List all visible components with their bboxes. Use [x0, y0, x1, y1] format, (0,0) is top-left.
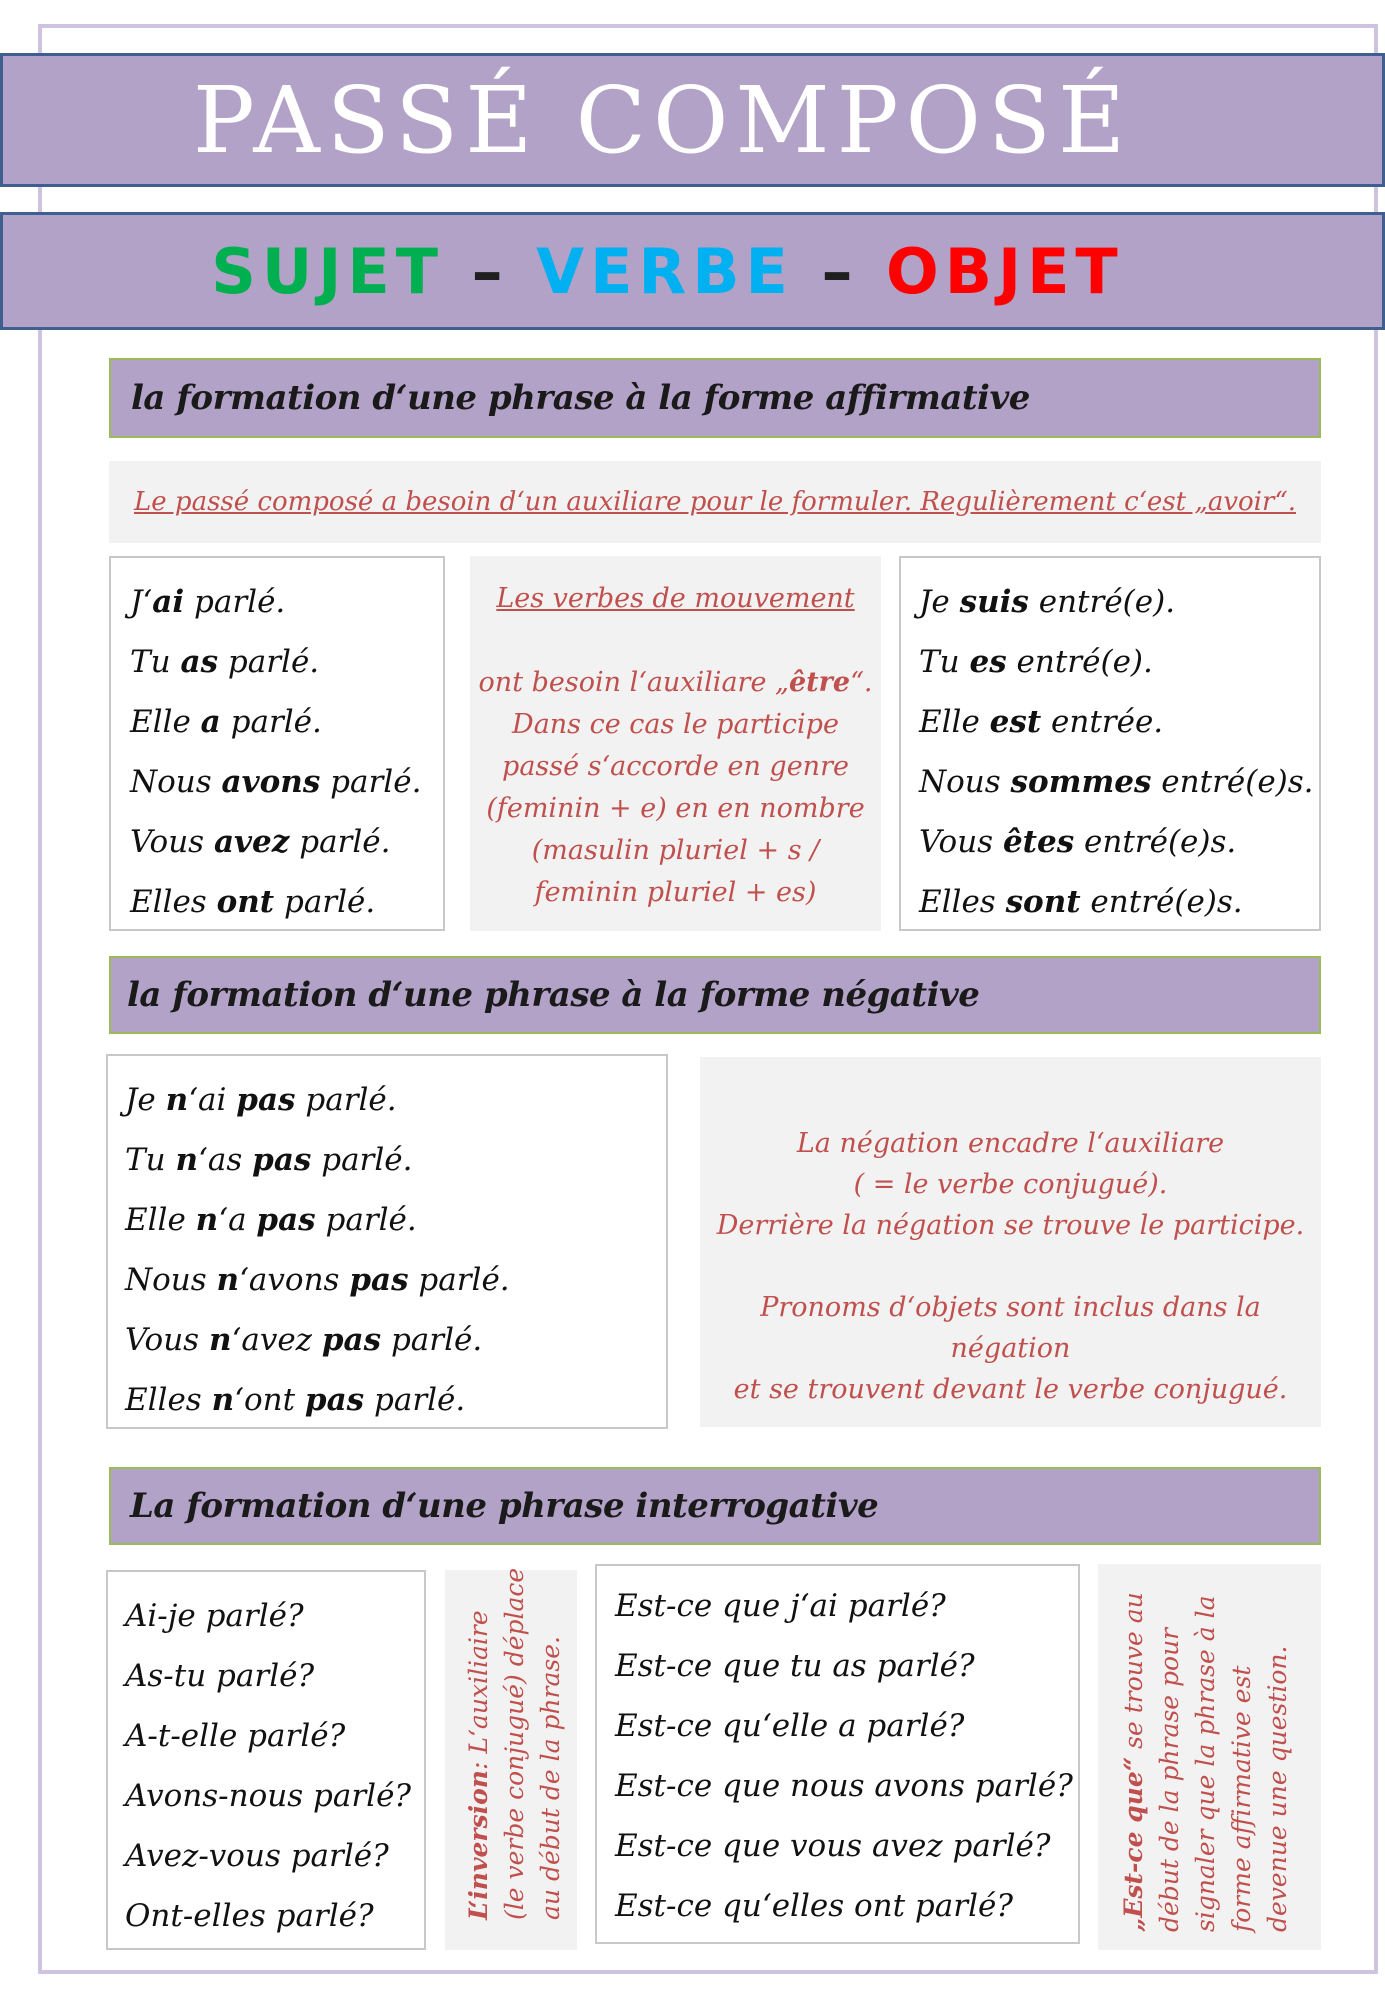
auxiliary-word: a [200, 704, 221, 740]
negation-line: Je n‘ai pas parlé. [125, 1082, 397, 1118]
avoir-conjugation-box [109, 556, 445, 931]
movement-note-line: Dans ce cas le participe [512, 709, 839, 740]
affirmative-intro-note: Le passé composé a besoin d‘un auxiliare pour le formuler. Regulièrement c‘est „avoir“. [134, 487, 1296, 517]
movement-note-title: Les verbes de mouvement [496, 583, 855, 614]
avoir-line: Nous avons parlé. [130, 764, 422, 800]
subtitle-verbe: VERBE [536, 234, 794, 308]
inversion-question: Avez-vous parlé? [125, 1838, 389, 1874]
auxiliary-word: sommes [1010, 764, 1152, 800]
negation-note [700, 1057, 1321, 1427]
auxiliary-word: êtes [1002, 824, 1075, 860]
negation-conjugation-box [106, 1054, 668, 1429]
negation-note-line: Derrière la négation se trouve le participe. [716, 1210, 1305, 1241]
subtitle [211, 235, 1123, 308]
inversion-question: A-t-elle parlé? [125, 1718, 346, 1754]
negative-heading-text: la formation d‘une phrase à la forme négative [127, 975, 980, 1015]
auxiliary-word: es [969, 644, 1007, 680]
inversion-note-box [445, 1567, 577, 1950]
estceque-list-box [595, 1564, 1080, 1944]
auxiliary-word: as [180, 644, 219, 680]
negation-note-line: La négation encadre l‘auxiliare [796, 1128, 1225, 1159]
movement-verbs-note [470, 556, 881, 931]
auxiliary-word: avez [213, 824, 290, 860]
negation-line: Elles n‘ont pas parlé. [125, 1382, 466, 1418]
negation-line: Nous n‘avons pas parlé. [125, 1262, 510, 1298]
negative-heading [109, 956, 1321, 1034]
etre-line: Je suis entré(e). [919, 584, 1176, 620]
inversion-question: As-tu parlé? [125, 1658, 315, 1694]
subtitle-separator: – [793, 234, 887, 308]
negation-note-line: Pronoms d‘objets sont inclus dans la négation [760, 1292, 1261, 1364]
inversion-question: Ai-je parlé? [125, 1598, 304, 1634]
subtitle-sujet: SUJET [211, 234, 444, 308]
avoir-line: Vous avez parlé. [130, 824, 391, 860]
negation-note-line: ( = le verbe conjugué). [853, 1169, 1168, 1200]
interrogative-heading-text: La formation d‘une phrase interrogative [130, 1486, 879, 1526]
interrogative-heading [109, 1467, 1321, 1545]
inversion-question: Avons-nous parlé? [125, 1778, 412, 1814]
etre-line: Tu es entré(e). [919, 644, 1153, 680]
avoir-line: Elle a parlé. [130, 704, 322, 740]
negation-line: Vous n‘avez pas parlé. [125, 1322, 483, 1358]
page-title: PASSÉ COMPOSÉ [192, 66, 1133, 174]
auxiliary-word: suis [959, 584, 1029, 620]
negation-note-line: et se trouvent devant le verbe conjugué. [733, 1374, 1288, 1405]
estceque-question: Est-ce que nous avons parlé? [615, 1768, 1073, 1804]
auxiliary-word: est [989, 704, 1042, 740]
affirmative-heading [109, 358, 1321, 438]
movement-note-line: ont besoin l‘auxiliare „être“. [478, 667, 873, 698]
estceque-note-box [1098, 1564, 1321, 1950]
estceque-question: Est-ce que j‘ai parlé? [615, 1588, 946, 1624]
avoir-line: J‘ai parlé. [130, 584, 286, 620]
movement-note-line: passé s‘accorde en genre [502, 751, 849, 782]
subtitle-separator: – [444, 234, 537, 308]
movement-note-line: (masulin pluriel + s / [531, 835, 820, 866]
title-band [0, 53, 1385, 187]
estceque-question: Est-ce que tu as parlé? [615, 1648, 975, 1684]
subtitle-objet: OBJET [886, 234, 1124, 308]
subtitle-band [0, 212, 1385, 330]
avoir-line: Tu as parlé. [130, 644, 320, 680]
inversion-note-bold: L‘inversion [464, 1770, 493, 1920]
etre-line: Elles sont entré(e)s. [919, 884, 1243, 920]
negation-line: Tu n‘as pas parlé. [125, 1142, 413, 1178]
auxiliary-word: sont [1005, 884, 1081, 920]
auxiliary-word: avons [221, 764, 321, 800]
estceque-question: Est-ce que vous avez parlé? [615, 1828, 1051, 1864]
movement-note-line: feminin pluriel + es) [534, 877, 817, 908]
inversion-question: Ont-elles parlé? [125, 1898, 374, 1934]
etre-conjugation-box [899, 556, 1321, 931]
affirmative-heading-text: la formation d‘une phrase à la forme affirmative [131, 378, 1030, 418]
inversion-list-box [106, 1570, 426, 1950]
negation-line: Elle n‘a pas parlé. [125, 1202, 417, 1238]
affirmative-intro-box [109, 461, 1321, 543]
inversion-note: L‘inversion: L‘auxiliaire (le verbe conjugué) déplace au début de la phrase. [464, 1567, 565, 1920]
estceque-question: Est-ce qu‘elles ont parlé? [615, 1888, 1013, 1924]
auxiliary-word: ai [152, 584, 185, 620]
etre-line: Nous sommes entré(e)s. [919, 764, 1314, 800]
estceque-note-bold: „Est-ce que“ [1119, 1756, 1148, 1932]
estceque-note: „Est-ce que“ se trouve au début de la phrase pour signaler que la phrase à la forme affirmative est devenue une question. [1119, 1592, 1292, 1932]
etre-line: Vous êtes entré(e)s. [919, 824, 1237, 860]
estceque-question: Est-ce qu‘elle a parlé? [615, 1708, 965, 1744]
auxiliary-word: ont [216, 884, 275, 920]
movement-note-line: (feminin + e) en en nombre [486, 793, 865, 824]
etre-line: Elle est entrée. [919, 704, 1164, 740]
avoir-line: Elles ont parlé. [130, 884, 376, 920]
